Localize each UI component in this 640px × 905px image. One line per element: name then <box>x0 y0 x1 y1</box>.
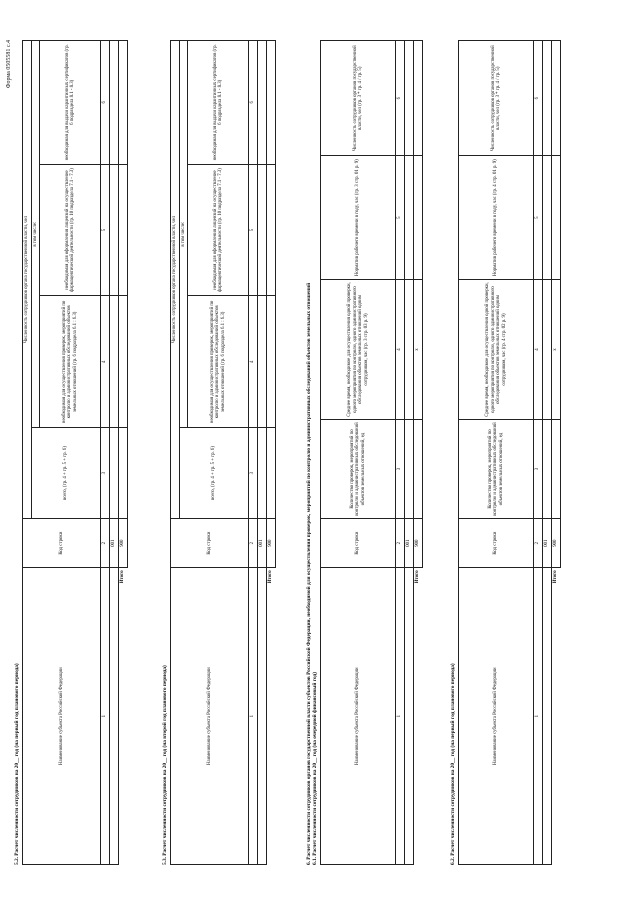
col-header-5: необходимая для оформления лицензий на осуществление фармацевтической деятельности (гр. 10 подраздела 7.1 - 7.3) <box>40 164 101 296</box>
col-number: 3 <box>101 428 110 519</box>
cell-value[interactable] <box>109 41 118 165</box>
col-header-4: необходимая для осуществления проверок, мероприятий по контролю и административных обследований объектов земельных отношений (гр. 6 подраздела 6.1 : 6.3) <box>188 296 249 428</box>
cell-code: 001 <box>257 518 266 567</box>
col-number: 6 <box>101 41 110 165</box>
total-label: Итого <box>415 570 421 584</box>
col-header-name: Наименование субъекта Российской Федерации <box>23 568 101 865</box>
cell-value[interactable] <box>118 296 127 428</box>
section-6-2 <box>450 40 561 865</box>
table-6-1 <box>320 40 423 865</box>
col-header-3: Количество проверок, мероприятий по контролю и административных обследований объектов земельных отношений, ед <box>459 420 534 519</box>
col-number: 6 <box>396 41 405 156</box>
cell-value[interactable] <box>404 420 413 519</box>
col-header-5: необходимая для оформления лицензий на осуществление фармацевтической деятельности (гр. 10 подраздела 7.1 - 7.3) <box>188 164 249 296</box>
table-row <box>404 41 413 865</box>
col-number: 1 <box>396 568 405 865</box>
cell-value[interactable] <box>109 164 118 296</box>
col-header-5: Норматив рабочего времени в году, час (гр. 3 стр. 01 р. 9) <box>321 156 396 280</box>
total-row <box>266 41 275 865</box>
cell-value[interactable] <box>542 420 551 519</box>
col-number: 1 <box>101 568 110 865</box>
table-5-3 <box>170 40 276 865</box>
cell-value[interactable] <box>413 420 422 519</box>
cell-x: x <box>413 279 422 419</box>
cell-value[interactable] <box>257 41 266 165</box>
col-header-5: Норматив рабочего времени в году, час (гр. 4 стр. 01 р. 9) <box>459 156 534 280</box>
col-header-group: Численность сотрудников органа государственной власти, чел <box>23 41 32 519</box>
cell-code: 900 <box>551 518 560 567</box>
cell-value[interactable] <box>404 156 413 280</box>
col-number: 4 <box>249 296 258 428</box>
cell-name[interactable] <box>257 568 266 865</box>
col-header-name: Наименование субъекта Российской Федерации <box>459 568 534 865</box>
section-heading: 6.2. Расчет численности сотрудников на 20__ год (на первый год планового периода) <box>450 663 456 865</box>
col-number: 5 <box>101 164 110 296</box>
col-header-incl: в том числе: <box>31 41 40 428</box>
cell-code: 001 <box>109 518 118 567</box>
cell-code: 900 <box>266 518 275 567</box>
col-number: 6 <box>534 41 543 156</box>
cell-value[interactable] <box>266 41 275 165</box>
col-header-incl: в том числе: <box>179 41 188 428</box>
col-header-total: всего, (гр. 4 + гр. 5 + гр. 6) <box>31 428 101 519</box>
col-header-6: необходимая для выдачи карантинных сертификатов (гр. 6 подраздела 8.1 - 8.3) <box>40 41 101 165</box>
table-row <box>109 41 118 865</box>
cell-value[interactable] <box>118 41 127 165</box>
form-code: Форма 0505581 с.4 <box>6 40 12 89</box>
col-header-6: необходимая для выдачи карантинных сертификатов (гр. 6 подраздела 8.1 - 8.3) <box>188 41 249 165</box>
section-5-3 <box>162 40 276 865</box>
col-header-4: Среднее время, необходимое для осуществления одной проверки, одного мероприятия по контролю, одного административного обследования объектов земельных отношений одним сотрудником, час (гр. 3 стр. 03 р. 9) <box>321 279 396 419</box>
table-5-2 <box>22 40 128 865</box>
section-heading: 6. Расчет численности сотрудников органов государственной власти субъектов Российской Федерации, необходимой для осуществления проверок, мероприятий по контролю и административных обследований объектов земельных отношений <box>306 282 312 865</box>
cell-value[interactable] <box>413 156 422 280</box>
section-5-2 <box>14 40 128 865</box>
col-header-4: Среднее время, необходимое для осуществления одной проверки, одного мероприятия по контролю, одного административного обследования объектов земельных отношений одним сотрудником, час (гр. 4 стр. 02 р. 9) <box>459 279 534 419</box>
cell-value[interactable] <box>542 156 551 280</box>
col-number: 2 <box>249 518 258 567</box>
table-row <box>257 41 266 865</box>
col-number: 2 <box>396 518 405 567</box>
cell-value[interactable] <box>118 164 127 296</box>
cell-value[interactable] <box>404 41 413 156</box>
cell-value[interactable] <box>551 41 560 156</box>
col-header-name: Наименование субъекта Российской Федерации <box>321 568 396 865</box>
cell-name[interactable] <box>109 568 118 865</box>
cell-name[interactable] <box>542 568 551 865</box>
cell-value[interactable] <box>404 279 413 419</box>
cell-value[interactable] <box>266 164 275 296</box>
section-subheading: 6.1. Расчет численности сотрудников на 20__ год (на очередной финансовый год) <box>312 672 319 865</box>
cell-value[interactable] <box>118 428 127 519</box>
col-header-code: Код строки <box>321 518 396 567</box>
cell-name[interactable] <box>404 568 413 865</box>
cell-value[interactable] <box>109 296 118 428</box>
col-number: 1 <box>249 568 258 865</box>
section-heading: 5.2. Расчет численности сотрудников на 20__ год (на первый год планового периода) <box>14 663 20 865</box>
col-number: 5 <box>249 164 258 296</box>
cell-value[interactable] <box>542 279 551 419</box>
form-page <box>0 40 640 865</box>
cell-value[interactable] <box>257 296 266 428</box>
cell-x: x <box>551 279 560 419</box>
col-header-3: Количество проверок, мероприятий по контролю и административных обследований объектов земельных отношений, ед <box>321 420 396 519</box>
cell-value[interactable] <box>257 428 266 519</box>
col-header-group: Численность сотрудников органа государственной власти, чел <box>171 41 180 519</box>
table-6-2 <box>458 40 561 865</box>
col-header-total: всего, (гр. 4 + гр. 5 + гр. 6) <box>179 428 249 519</box>
cell-value[interactable] <box>266 428 275 519</box>
cell-value[interactable] <box>551 420 560 519</box>
section-heading: 5.3. Расчет численности сотрудников на 20__ год (на второй год планового периода) <box>162 665 168 865</box>
col-header-code: Код строки <box>171 518 249 567</box>
col-number: 2 <box>534 518 543 567</box>
col-header-6: Численность сотрудников органов государственной власти, чел (гр. 3 * гр. 4 / гр. 5) <box>459 41 534 156</box>
col-number: 3 <box>534 420 543 519</box>
total-row <box>118 41 127 865</box>
cell-value[interactable] <box>551 156 560 280</box>
total-row <box>551 41 560 865</box>
col-number: 2 <box>101 518 110 567</box>
cell-value[interactable] <box>542 41 551 156</box>
cell-code: 900 <box>118 518 127 567</box>
total-row <box>413 41 422 865</box>
section-6-1 <box>306 40 423 865</box>
cell-code: 900 <box>413 518 422 567</box>
table-row <box>542 41 551 865</box>
col-number: 1 <box>534 568 543 865</box>
cell-code: 001 <box>404 518 413 567</box>
col-header-6: Численность сотрудников органов государственной власти, чел (гр. 3 * гр. 4 / гр. 5) <box>321 41 396 156</box>
col-number: 4 <box>534 279 543 419</box>
cell-value[interactable] <box>413 41 422 156</box>
cell-value[interactable] <box>266 296 275 428</box>
col-number: 4 <box>101 296 110 428</box>
total-label: Итого <box>268 570 274 584</box>
col-number: 4 <box>396 279 405 419</box>
col-header-code: Код строки <box>459 518 534 567</box>
total-label: Итого <box>553 570 559 584</box>
col-header-4: необходимая для осуществления проверок, мероприятий по контролю и административных обследований объектов земельных отношений (гр. 6 подраздела 6.1 : 6.3) <box>40 296 101 428</box>
col-number: 5 <box>396 156 405 280</box>
cell-value[interactable] <box>109 428 118 519</box>
cell-code: 001 <box>542 518 551 567</box>
col-number: 3 <box>249 428 258 519</box>
col-number: 3 <box>396 420 405 519</box>
col-number: 5 <box>534 156 543 280</box>
col-number: 6 <box>249 41 258 165</box>
cell-value[interactable] <box>257 164 266 296</box>
col-header-code: Код строки <box>23 518 101 567</box>
col-header-name: Наименование субъекта Российской Федерации <box>171 568 249 865</box>
total-label: Итого <box>120 570 126 584</box>
